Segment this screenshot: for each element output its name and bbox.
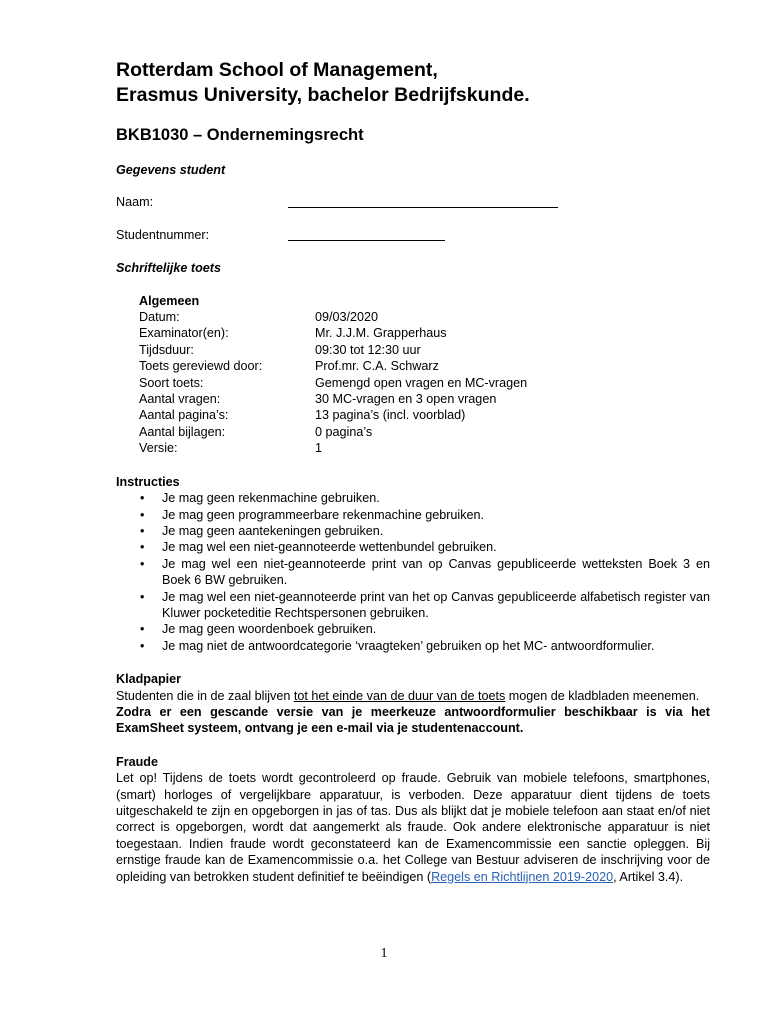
exam-cover-page (116, 58, 710, 885)
page-number: 1 (380, 946, 388, 961)
title-line-1: Rotterdam School of Management, (116, 59, 438, 81)
fraude-text (116, 770, 710, 885)
info-row (139, 325, 710, 341)
info-key: Versie: (139, 441, 178, 456)
list-item (116, 507, 710, 523)
list-item (116, 523, 710, 539)
bullet-icon: • (140, 540, 145, 555)
instruction-text: Je mag wel een niet-geannoteerde wettenbundel gebruiken. (162, 540, 497, 555)
kladpapier-underlined: tot het einde van de duur van de toets (293, 688, 506, 703)
info-key: Datum: (139, 310, 180, 325)
info-value: 30 MC-vragen en 3 open vragen (315, 392, 497, 407)
info-value: 09/03/2020 (315, 310, 379, 325)
list-item (116, 621, 710, 637)
info-row (139, 358, 710, 374)
course-title: BKB1030 – Ondernemingsrecht (116, 126, 364, 144)
info-value: 09:30 tot 12:30 uur (315, 342, 421, 357)
bullet-icon: • (140, 622, 145, 637)
list-item (116, 490, 710, 506)
fraude-text-post: , Artikel 3.4). (613, 869, 684, 884)
fraude-text-pre: Let op! Tijdens de toets wordt gecontroleerd op fraude. Gebruik van mobiele telefoons, smartphones, (smart) horloges of vergelijkbare apparatuur, is verboden. Deze apparatuur dient tijdens de toets uitgeschakeld te zijn en opgeborgen in jas of tas. Dus als blijkt dat je mobiele telefoon aan staat en/of niet correct is opgeborgen, wordt dat aangemerkt als fraude. Ook andere elektronische apparatuur is niet toegestaan. Indien fraude wordt geconstateerd kan de Examencommissie een sanctie opleggen. Bij ernstige fraude kan de Examencommissie o.a. het College van Bestuur adviseren de inschrijving voor de opleiding van betrokken student definitief te beëindigen ( (116, 771, 710, 884)
student-section-heading: Gegevens student (116, 163, 226, 177)
list-item (116, 638, 710, 654)
instruction-text: Je mag geen rekenmachine gebruiken. (162, 491, 380, 506)
instructions-heading: Instructies (116, 474, 180, 489)
exam-section-heading: Schriftelijke toets (116, 261, 221, 276)
kladpapier-text-post: mogen de kladbladen meenemen. (505, 688, 700, 703)
instruction-text: Je mag wel een niet-geannoteerde print van op Canvas gepubliceerde wetteksten Boek 3 en Boek 6 BW gebruiken. (162, 556, 710, 588)
info-key: Examinator(en): (139, 326, 229, 341)
list-item (116, 589, 710, 622)
student-number-label: Studentnummer: (116, 227, 210, 242)
bullet-icon: • (140, 589, 145, 604)
info-key: Aantal bijlagen: (139, 424, 226, 439)
info-value: Prof.mr. C.A. Schwarz (315, 359, 439, 374)
document-title (116, 58, 710, 108)
regels-richtlijnen-link[interactable]: Regels en Richtlijnen 2019-2020 (431, 869, 614, 884)
info-value: 1 (315, 441, 323, 456)
info-value: 13 pagina’s (incl. voorblad) (315, 408, 466, 423)
name-label: Naam: (116, 195, 154, 210)
list-item (116, 539, 710, 555)
kladpapier-text (116, 688, 710, 704)
instruction-text: Je mag wel een niet-geannoteerde print van het op Canvas gepubliceerde alfabetisch register van Kluwer pocketeditie Rechtspersonen gebruiken. (162, 589, 710, 620)
info-key: Tijdsduur: (139, 342, 194, 357)
student-number-row (116, 227, 710, 243)
instructions-list (116, 490, 710, 654)
instruction-text: Je mag geen woordenboek gebruiken. (162, 622, 377, 637)
fraude-heading: Fraude (116, 754, 158, 769)
kladpapier-heading: Kladpapier (116, 672, 182, 687)
instruction-text: Je mag niet de antwoordcategorie ‘vraagteken’ gebruiken op het MC- antwoordformulier. (162, 638, 655, 653)
info-row (139, 440, 710, 456)
instruction-text: Je mag geen aantekeningen gebruiken. (162, 523, 384, 538)
examsheet-notice: Zodra er een gescande versie van je meerkeuze antwoordformulier beschikbaar is via het ExamSheet systeem, ontvang je een e-mail via je studentenaccount. (116, 704, 710, 736)
info-key: Soort toets: (139, 375, 204, 390)
info-row (139, 391, 710, 407)
student-number-field-line[interactable] (288, 227, 445, 241)
general-heading: Algemeen (139, 293, 200, 308)
bullet-icon: • (140, 523, 145, 538)
general-info (139, 293, 710, 457)
bullet-icon: • (140, 556, 145, 571)
info-key: Aantal pagina’s: (139, 408, 229, 423)
bullet-icon: • (140, 507, 145, 522)
info-row (139, 424, 710, 440)
info-row (139, 342, 710, 358)
info-value: Mr. J.J.M. Grapperhaus (315, 326, 447, 341)
name-field-line[interactable] (288, 194, 558, 208)
info-value: 0 pagina’s (315, 424, 373, 439)
instruction-text: Je mag geen programmeerbare rekenmachine gebruiken. (162, 507, 485, 522)
bullet-icon: • (140, 491, 145, 506)
title-line-2: Erasmus University, bachelor Bedrijfskunde. (116, 84, 530, 106)
kladpapier-text-pre: Studenten die in de zaal blijven (116, 688, 294, 703)
info-key: Aantal vragen: (139, 392, 221, 407)
bullet-icon: • (140, 638, 145, 653)
info-row (139, 407, 710, 423)
info-key: Toets gereviewd door: (139, 359, 263, 374)
name-row (116, 194, 710, 210)
info-row (139, 309, 710, 325)
info-value: Gemengd open vragen en MC-vragen (315, 375, 528, 390)
info-row (139, 375, 710, 391)
list-item (116, 556, 710, 589)
